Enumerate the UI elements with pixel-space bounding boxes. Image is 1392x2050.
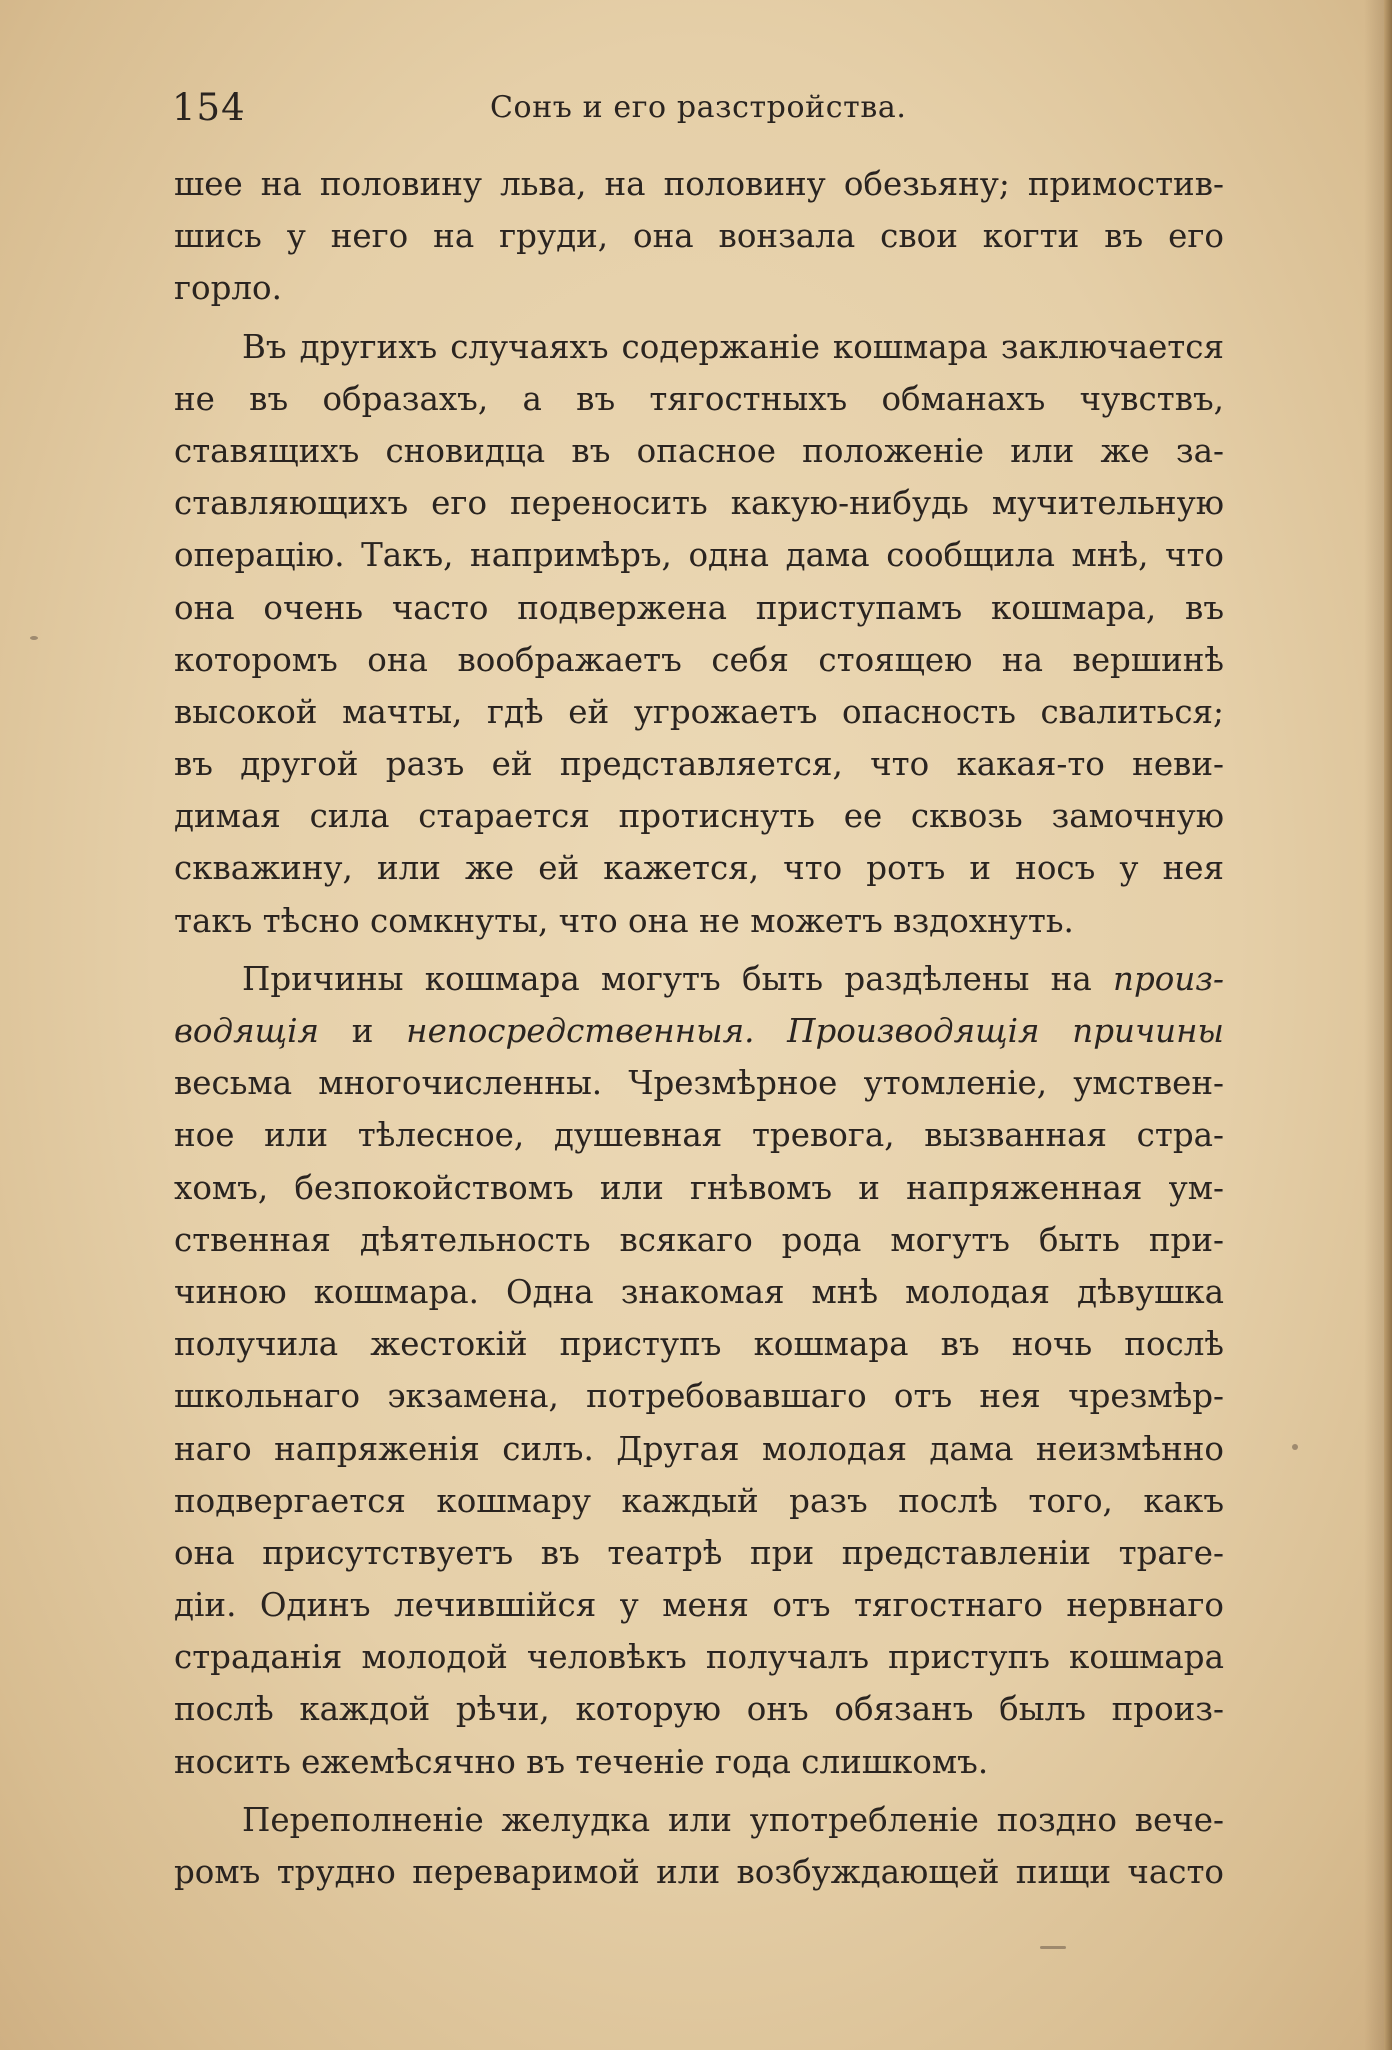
emphasized-text: произ- [1113, 959, 1224, 998]
text-line: носить ежемѣсячно въ теченіе года слишкомъ. [174, 1742, 989, 1781]
text-line: наго напряженія силъ. Другая молодая дама неизмѣнно [174, 1429, 1224, 1468]
paper-speck [1040, 1946, 1066, 1949]
page-shadow [1364, 0, 1384, 2050]
text-line: страданія молодой человѣкъ получалъ приступъ кошмара [174, 1638, 1224, 1677]
text-line: школьнаго экзамена, потребовавшаго отъ нея чрезмѣр- [174, 1377, 1224, 1416]
text-line: операцію. Такъ, напримѣръ, одна дама сообщила мнѣ, что [174, 536, 1224, 575]
text-line: Въ другихъ случаяхъ содержаніе кошмара заключается [242, 327, 1224, 366]
page-body [174, 158, 1224, 1898]
emphasized-text: Производящія причины [787, 1012, 1224, 1050]
text-line: подвергается кошмару каждый разъ послѣ того, какъ [174, 1481, 1224, 1520]
text-line: высокой мачты, гдѣ ей угрожаетъ опасность свалиться; [174, 692, 1224, 731]
text-line: ственная дѣятельность всякаго рода могутъ быть при- [174, 1220, 1224, 1259]
text-line: діи. Одинъ лечившійся у меня отъ тягостнаго нервнаго [174, 1586, 1224, 1625]
text-line: въ другой разъ ей представляется, что какая-то неви- [174, 745, 1224, 784]
text-line: весьма многочисленны. Чрезмѣрное утомленіе, умствен- [174, 1064, 1224, 1103]
text-line: горло. [174, 269, 282, 308]
text-line: ставящихъ сновидца въ опасное положеніе или же за- [174, 431, 1224, 470]
text-line: чиною кошмара. Одна знакомая мнѣ молодая дѣвушка [174, 1272, 1224, 1311]
text-line: ное или тѣлесное, душевная тревога, вызванная стра- [174, 1116, 1224, 1155]
page-edge [1384, 0, 1392, 2050]
text-line: послѣ каждой рѣчи, которую онъ обязанъ былъ произ- [174, 1690, 1224, 1729]
text-line-mixed [174, 953, 1224, 1005]
text-run: и [351, 1012, 374, 1050]
text-line: не въ образахъ, а въ тягостныхъ обманахъ чувствъ, [174, 379, 1224, 418]
text-line: скважину, или же ей кажется, что ротъ и носъ у нея [174, 849, 1224, 888]
text-line: Переполненіе желудка или употребленіе поздно вече- [242, 1800, 1224, 1839]
text-line: получила жестокій приступъ кошмара въ ночь послѣ [174, 1325, 1224, 1364]
text-run: Причины кошмара могутъ быть раздѣлены на [242, 959, 1092, 998]
paper-speck [30, 636, 38, 640]
text-line: такъ тѣсно сомкнуты, что она не можетъ вздохнуть. [174, 901, 1074, 940]
text-line: шее на половину льва, на половину обезьяну; примостив- [174, 165, 1224, 203]
emphasized-text: водящія [174, 1012, 320, 1050]
emphasized-text: непосредственныя. [406, 1012, 755, 1050]
page-number: 154 [172, 86, 246, 129]
text-line: которомъ она воображаетъ себя стоящею на вершинѣ [174, 640, 1224, 679]
page-header [172, 84, 1230, 132]
text-line: она присутствуетъ въ театрѣ при представленіи траге- [174, 1533, 1224, 1572]
text-line-mixed [174, 1005, 1224, 1057]
text-line: хомъ, безпокойствомъ или гнѣвомъ и напряженная ум- [174, 1168, 1224, 1207]
text-line: ромъ трудно переваримой или возбуждающей пищи часто [174, 1853, 1224, 1891]
text-line: ставляющихъ его переносить какую-нибудь мучительную [174, 484, 1224, 523]
paper-speck [1292, 1444, 1298, 1450]
text-line: димая сила старается протиснуть ее сквозь замочную [174, 797, 1224, 836]
text-line: она очень часто подвержена приступамъ кошмара, въ [174, 588, 1224, 627]
text-line: шись у него на груди, она вонзала свои когти въ его [174, 217, 1224, 256]
running-title: Сонъ и его разстройства. [490, 90, 907, 125]
